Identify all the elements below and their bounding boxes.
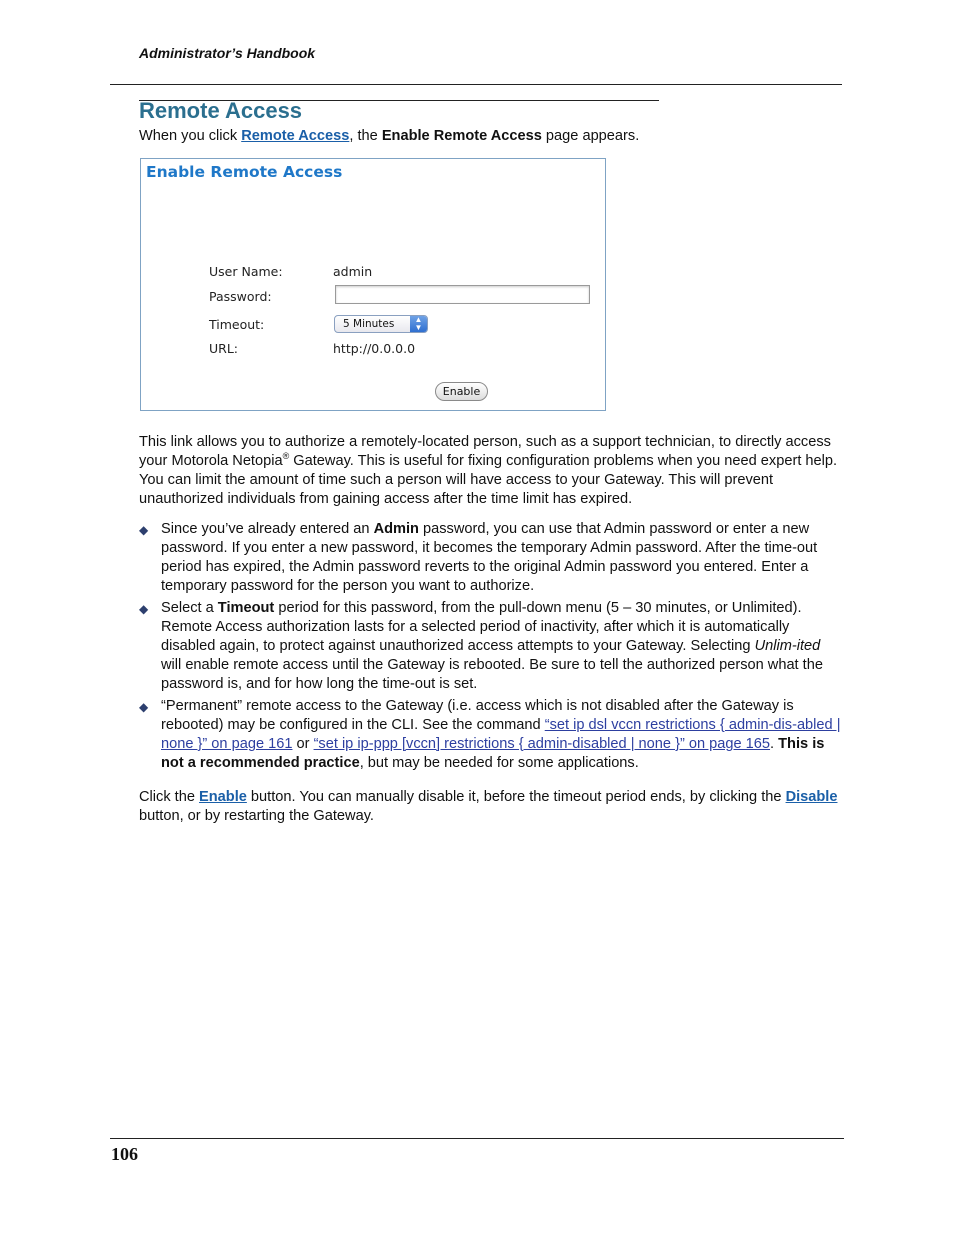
bullet-3-or: or: [292, 736, 314, 752]
bullet-2-text-1: Select a: [161, 600, 218, 616]
bullet-3-bold: This is not a recommended practice: [161, 736, 825, 771]
description-text-2: Gateway. This is useful for fixing configuration problems when you need expert help. You can limit the amount of time such a person will have access to your Gateway. This will prevent unauthorized individuals from gaining access after the time limit has expired.: [139, 453, 838, 507]
bullet-2-text-2: period for this password, from the pull-down menu (5 – 30 minutes, or Unlimited). Remote Access authorization lasts for a selected period of inactivity, after which it is automatically disabled again, to protect against unauthorized access attempts to your Gateway. Selecting: [161, 600, 802, 654]
closing-text-3: button, or by restarting the Gateway.: [139, 808, 374, 824]
url-value: http://0.0.0.0: [333, 341, 416, 356]
registered-mark: ®: [282, 451, 290, 462]
running-head: Administrator’s Handbook: [139, 45, 316, 61]
password-field[interactable]: [335, 285, 590, 304]
user-name-label: User Name:: [209, 264, 283, 279]
remote-access-link[interactable]: Remote Access: [241, 128, 350, 144]
list-item: [139, 697, 841, 773]
password-label: Password:: [209, 289, 272, 304]
diamond-bullet-icon: ◆: [139, 523, 149, 537]
enable-button[interactable]: Enable: [435, 382, 488, 401]
list-item: [139, 520, 841, 596]
timeout-label: Timeout:: [209, 317, 265, 332]
intro-page-name: Enable Remote Access: [381, 128, 542, 144]
footer-rule: [110, 1138, 844, 1139]
closing-text-1: Click the: [139, 789, 200, 805]
disable-link[interactable]: Disable: [785, 789, 838, 805]
intro-text-1: When you click: [139, 128, 242, 144]
closing-paragraph: [139, 788, 841, 826]
enable-remote-access-screenshot: [140, 158, 606, 411]
ui-page-title: Enable Remote Access: [146, 163, 343, 181]
url-label: URL:: [209, 341, 239, 356]
description-paragraph: [139, 433, 841, 509]
diamond-bullet-icon: ◆: [139, 602, 149, 616]
list-item: [139, 599, 841, 694]
closing-text-2: button. You can manually disable it, before the timeout period ends, by clicking the: [246, 789, 786, 805]
enable-link[interactable]: Enable: [199, 789, 247, 805]
bullet-2-bold: Timeout: [217, 600, 275, 616]
cli-dsl-restrictions-link[interactable]: “set ip dsl vccn restrictions { admin-dis-abled | none }” on page 161: [161, 717, 841, 752]
bullet-3-text-2: , but may be needed for some applications.: [359, 755, 639, 771]
user-name-value: admin: [333, 264, 373, 279]
diamond-bullet-icon: ◆: [139, 700, 149, 714]
bullet-2-text-3: will enable remote access until the Gateway is rebooted. Be sure to tell the authorized person what the password is, and for how long the time-out is set.: [161, 657, 823, 692]
page-number: 106: [111, 1144, 138, 1164]
timeout-select[interactable]: [334, 315, 428, 333]
intro-text-3: page appears.: [541, 128, 640, 144]
updown-arrows-icon: ▲ ▼: [410, 316, 427, 332]
header-rule: [110, 84, 842, 85]
section-title: Remote Access: [139, 98, 303, 123]
timeout-selected-value: 5 Minutes: [343, 318, 395, 330]
bullet-2-italic: Unlim-ited: [754, 638, 821, 654]
cli-ip-ppp-restrictions-link[interactable]: “set ip ip-ppp [vccn] restrictions { admin-disabled | none }” on page 165: [313, 736, 771, 752]
intro-paragraph: [139, 127, 841, 146]
bullet-3-text-1: “Permanent” remote access to the Gateway (i.e. access which is not disabled after the Gateway is rebooted) may be configured in the CLI. See the command: [161, 698, 794, 733]
bullet-list: [139, 520, 841, 776]
bullet-3-period: .: [770, 736, 779, 752]
bullet-1-text-1: Since you’ve already entered an: [161, 521, 374, 537]
intro-text-2: , the: [349, 128, 382, 144]
bullet-1-bold: Admin: [373, 521, 419, 537]
description-text-1: This link allows you to authorize a remotely-located person, such as a support technician, to directly access your Motorola Netopia: [139, 434, 831, 469]
bullet-1-text-2: password, you can use that Admin password or enter a new password. If you enter a new password, it becomes the temporary Admin password. After the time-out period has expired, the Admin password reverts to the original Admin password you entered. Enter a temporary password for the person you want to authorize.: [161, 521, 818, 594]
